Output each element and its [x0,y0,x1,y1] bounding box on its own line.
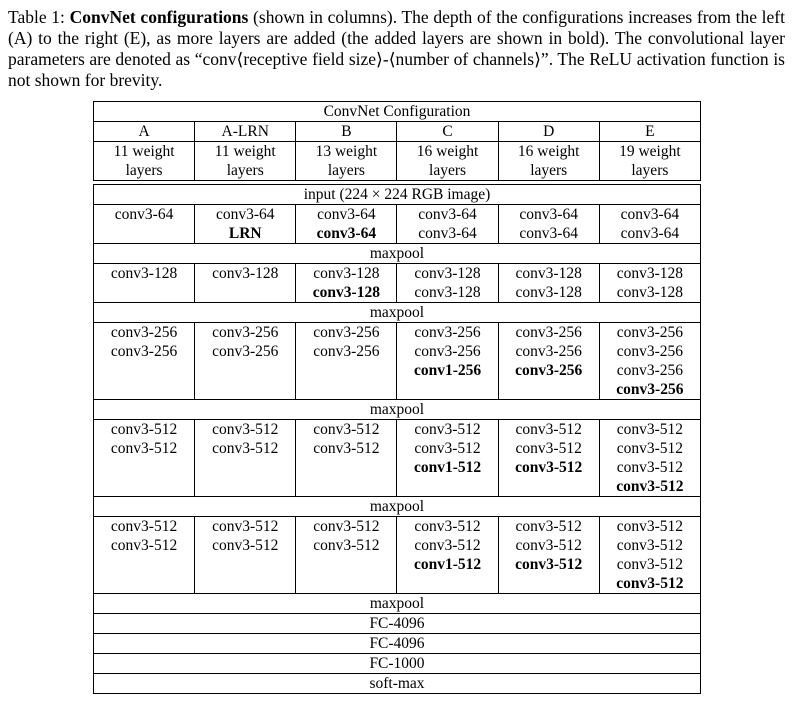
conv-cell [296,323,397,400]
layer-label: conv3-512 [414,537,481,554]
layer-label: conv3-512 [616,518,684,535]
conv-cell [599,205,700,244]
conv-cell [195,264,296,303]
layer-label: conv3-128 [414,265,481,282]
maxpool-row [94,400,701,420]
column-header-row [94,122,701,142]
layer-label: conv3-512 [313,440,380,457]
conv-cell [397,517,498,594]
layer-label: conv3-256 [616,381,684,398]
softmax-cell: soft-max [94,674,701,694]
layer-label: conv3-256 [616,362,684,379]
layer-label: conv3-64 [215,206,275,223]
layer-label: conv3-512 [515,440,582,457]
layer-label: conv3-64 [316,225,377,242]
layer-label: conv3-512 [414,421,481,438]
conv-cell [195,205,296,244]
maxpool-cell: maxpool [94,244,701,264]
layer-label: conv3-128 [414,284,481,301]
layer-label: conv3-128 [110,265,178,282]
maxpool-cell: maxpool [94,497,701,517]
conv-cell [94,323,195,400]
layer-label: conv3-256 [515,343,582,360]
layer-label: conv3-512 [313,518,380,535]
layer-label: conv3-512 [414,440,481,457]
column-header-C: C [397,122,498,142]
maxpool-row [94,303,701,323]
layer-label: conv3-256 [414,324,481,341]
layer-label: conv3-128 [616,265,684,282]
conv-block-row [94,420,701,497]
layer-label: conv3-512 [313,421,380,438]
conv-cell [498,205,599,244]
column-header-A: A [94,122,195,142]
layer-label: conv1-512 [413,459,482,476]
layer-label: conv3-64 [519,206,578,223]
conv-block-row [94,205,701,244]
layer-label: conv3-512 [616,421,684,438]
conv-block-row [94,323,701,400]
maxpool-row [94,244,701,264]
conv-block-row [94,517,701,594]
conv-cell [397,323,498,400]
layer-label: conv3-256 [110,343,178,360]
layer-label: conv3-256 [212,324,279,341]
fc-cell: FC-4096 [94,634,701,654]
layer-label: conv3-64 [620,206,680,223]
layer-label: conv3-512 [212,537,279,554]
fc-row [94,634,701,654]
maxpool-cell: maxpool [94,594,701,614]
layer-label: conv3-128 [212,265,279,282]
conv-cell [296,264,397,303]
layer-label: conv3-512 [212,440,279,457]
layer-label: conv3-128 [312,284,380,301]
weight-layers-cell: 16 weight layers [397,142,498,181]
conv-cell [94,264,195,303]
config-body-table [93,184,701,694]
conv-cell [498,323,599,400]
layer-label: conv3-128 [515,265,582,282]
conv-cell [296,420,397,497]
layer-label: conv3-512 [616,556,684,573]
layer-label: conv3-256 [515,362,583,379]
layer-label: conv3-64 [317,206,376,223]
layer-label: conv3-128 [313,265,380,282]
layer-label: conv3-256 [616,343,684,360]
layer-label: conv3-512 [212,421,279,438]
layer-label: conv3-512 [616,478,684,495]
layer-label: conv3-256 [616,324,684,341]
config-title-cell: ConvNet Configuration [94,102,701,122]
fc-cell: FC-1000 [94,654,701,674]
layer-label: conv3-64 [519,225,578,242]
layer-label: LRN [228,225,262,242]
conv-cell [296,517,397,594]
weight-layers-row [94,142,701,181]
layer-label: conv3-512 [313,537,380,554]
layer-label: conv3-512 [616,537,684,554]
config-header-table [93,101,701,181]
layer-label: conv1-512 [413,556,482,573]
layer-label: conv3-512 [110,421,178,438]
input-cell: input (224 × 224 RGB image) [94,185,701,205]
convnet-configuration-table [93,101,701,694]
layer-label: conv3-512 [110,537,178,554]
fc-row [94,654,701,674]
conv-cell [498,420,599,497]
fc-cell: FC-4096 [94,614,701,634]
layer-label: conv1-256 [413,362,482,379]
fc-row [94,614,701,634]
maxpool-row [94,497,701,517]
layer-label: conv3-512 [616,459,684,476]
layer-label: conv3-256 [313,324,380,341]
weight-layers-cell: 19 weight layers [599,142,700,181]
caption-label: Table 1: [8,7,70,27]
maxpool-cell: maxpool [94,303,701,323]
conv-cell [498,517,599,594]
weight-layers-cell: 16 weight layers [498,142,599,181]
layer-label: conv3-64 [620,225,680,242]
layer-label: conv3-512 [110,440,178,457]
maxpool-cell: maxpool [94,400,701,420]
layer-label: conv3-256 [110,324,178,341]
caption-body: (shown in columns). The depth of the configurations increases from the left (A) to the right (E), as more layers are added (the added layers are shown in bold). The convolutional layer parameters are denoted as “conv⟨receptive field size⟩-⟨number of channels⟩”. The ReLU activation function is not shown for brevity. [8,7,785,90]
conv-cell [397,264,498,303]
layer-label: conv3-128 [616,284,684,301]
conv-cell [296,205,397,244]
weight-layers-cell: 11 weight layers [195,142,296,181]
config-title-row [94,102,701,122]
softmax-row [94,674,701,694]
layer-label: conv3-256 [515,324,582,341]
conv-cell [94,205,195,244]
layer-label: conv3-512 [515,421,582,438]
layer-label: conv3-64 [418,225,477,242]
conv-cell [94,517,195,594]
conv-cell [195,517,296,594]
conv-cell [195,323,296,400]
column-header-B: B [296,122,397,142]
layer-label: conv3-512 [616,575,684,592]
layer-label: conv3-512 [515,459,583,476]
layer-label: conv3-512 [515,537,582,554]
layer-label: conv3-512 [515,518,582,535]
conv-cell [599,420,700,497]
conv-cell [397,205,498,244]
layer-label: conv3-256 [414,343,481,360]
maxpool-row [94,594,701,614]
weight-layers-cell: 13 weight layers [296,142,397,181]
layer-label: conv3-512 [616,440,684,457]
layer-label: conv3-128 [515,284,582,301]
weight-layers-cell: 11 weight layers [94,142,195,181]
input-row [94,185,701,205]
column-header-E: E [599,122,700,142]
layer-label: conv3-512 [414,518,481,535]
table-caption [8,7,785,91]
conv-cell [94,420,195,497]
conv-cell [599,517,700,594]
layer-label: conv3-512 [515,556,583,573]
layer-label: conv3-512 [212,518,279,535]
conv-cell [599,323,700,400]
document-page [0,7,794,718]
layer-label: conv3-512 [110,518,178,535]
layer-label: conv3-256 [212,343,279,360]
layer-label: conv3-64 [114,206,174,223]
conv-cell [195,420,296,497]
conv-block-row [94,264,701,303]
layer-label: conv3-64 [418,206,477,223]
caption-title: ConvNet configurations [69,7,249,27]
conv-cell [599,264,700,303]
conv-cell [498,264,599,303]
column-header-A-LRN: A-LRN [195,122,296,142]
conv-cell [397,420,498,497]
layer-label: conv3-256 [313,343,380,360]
column-header-D: D [498,122,599,142]
